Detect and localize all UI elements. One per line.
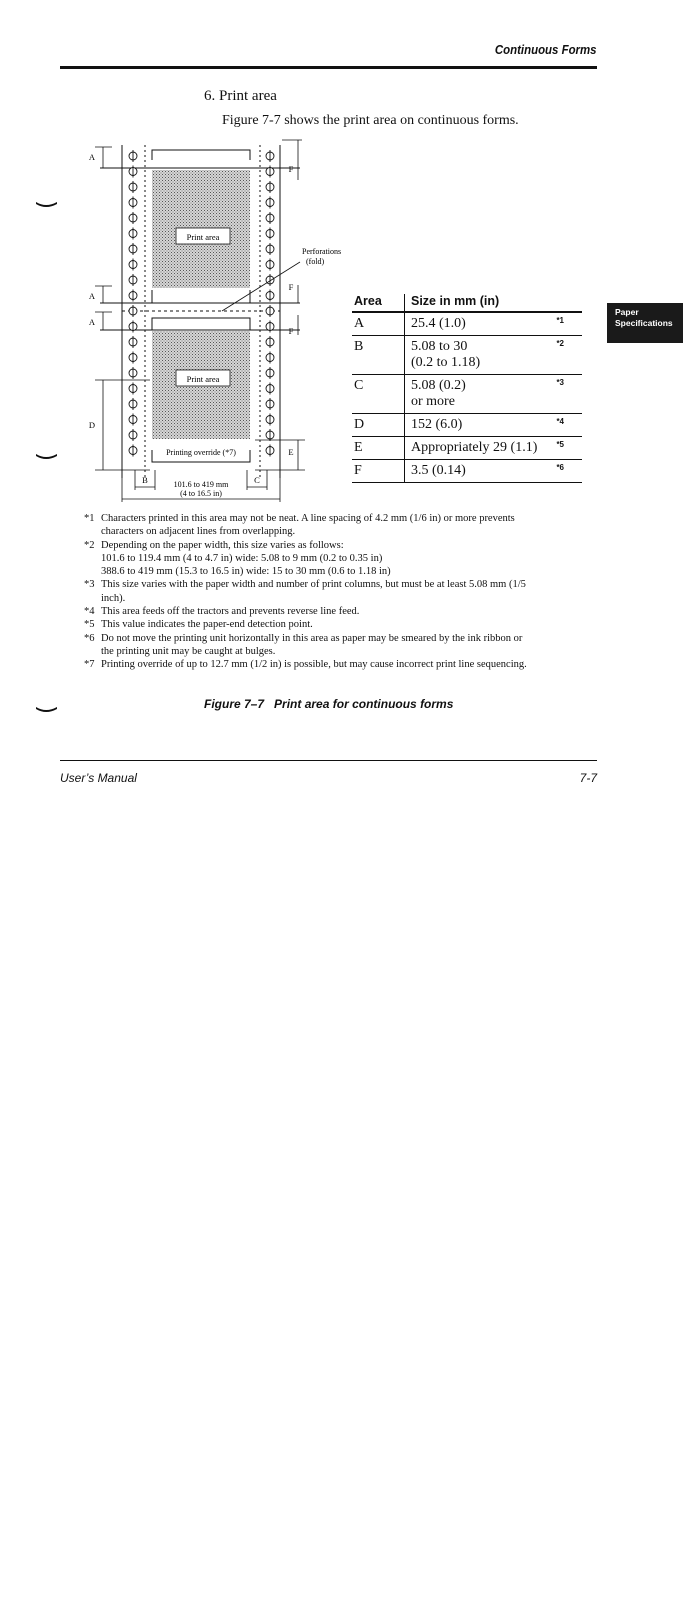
print-area-size-table: [352, 294, 582, 483]
footnote-ref: *5: [556, 440, 564, 449]
footnote-marker: *5: [84, 619, 95, 631]
paper-width-mm: 101.6 to 419 mm: [173, 480, 229, 489]
footnote-ref: *1: [556, 316, 564, 325]
area-cell: A: [352, 312, 405, 336]
table-row: [352, 437, 582, 460]
print-area-diagram: [80, 135, 350, 505]
table-row: [352, 375, 582, 414]
size-value: 3.5 (0.14): [411, 463, 466, 478]
size-value: 5.08 to 30: [411, 339, 468, 354]
paper-width-in: (4 to 16.5 in): [180, 489, 222, 498]
size-value-secondary: or more: [411, 394, 455, 409]
area-cell: B: [352, 336, 405, 375]
footnote-ref: *3: [556, 378, 564, 387]
footnote-line: Printing override of up to 12.7 mm (1/2 in) is possible, but may cause incorrect print line sequencing.: [101, 659, 527, 671]
footnote: [84, 539, 564, 579]
footnote-line: Depending on the paper width, this size varies as follows:: [101, 539, 344, 551]
footnote: [84, 578, 564, 605]
area-cell: C: [352, 375, 405, 414]
fold-label: (fold): [306, 257, 325, 266]
binding-mark-icon: [36, 705, 58, 713]
footnote-line: Characters printed in this area may not be neat. A line spacing of 4.2 mm (1/6 in) or more prevents: [101, 513, 515, 524]
area-cell: D: [352, 414, 405, 437]
running-header: Continuous Forms: [495, 42, 597, 57]
size-cell: [405, 460, 583, 483]
dim-label-f: F: [288, 326, 294, 336]
footnote-line: This area feeds off the tractors and prevents reverse line feed.: [101, 606, 360, 618]
footnote-line: 388.6 to 419 mm (15.3 to 16.5 in) wide: 15 to 30 mm (0.6 to 1.18 in): [101, 566, 391, 578]
footnote: [84, 632, 564, 659]
perforations-label: Perforations: [302, 247, 342, 256]
size-cell: [405, 437, 583, 460]
printing-override-label: Printing override (*7): [166, 448, 236, 457]
size-cell: [405, 336, 583, 375]
figure-title: Print area for continuous forms: [274, 697, 454, 711]
footnote-line: 101.6 to 119.4 mm (4 to 4.7 in) wide: 5.08 to 9 mm (0.2 to 0.35 in): [101, 552, 383, 564]
section-tab-line2: Specifications: [615, 318, 673, 328]
dim-label-a: A: [88, 317, 96, 327]
dim-label-f: F: [288, 164, 294, 174]
size-cell: [405, 414, 583, 437]
footnote-line: inch).: [101, 592, 126, 604]
section-tab[interactable]: [607, 303, 683, 343]
footer-manual-title: User’s Manual: [60, 771, 137, 785]
footnote-marker: *3: [84, 579, 95, 591]
dim-label-b: B: [142, 475, 148, 485]
footnote: [84, 658, 564, 671]
table-row: [352, 312, 582, 336]
binding-mark-icon: [36, 200, 58, 208]
dim-label-f: F: [288, 282, 294, 292]
footnote-line: This size varies with the paper width and number of print columns, but must be at least 5.08 mm (1/5: [101, 579, 526, 591]
footnote-ref: *6: [556, 463, 564, 472]
table-row: [352, 460, 582, 483]
dim-label-d: D: [88, 420, 96, 430]
dim-label-c: C: [254, 475, 260, 485]
size-cell: [405, 375, 583, 414]
footnote-marker: *4: [84, 606, 95, 618]
dim-label-e: E: [288, 447, 294, 457]
print-area-label-upper: Print area: [186, 232, 220, 242]
size-value-secondary: (0.2 to 1.18): [411, 355, 481, 370]
figure-number: Figure 7–7: [204, 697, 265, 711]
size-value: Appropriately 29 (1.1): [411, 440, 538, 455]
column-header-area: Area: [352, 294, 405, 312]
footnote: [84, 605, 564, 618]
footnote-ref: *2: [556, 339, 564, 348]
table-header-row: [352, 294, 582, 312]
footnote-marker: *6: [84, 632, 95, 644]
footer-rule: [60, 760, 597, 761]
footnote: [84, 512, 564, 539]
size-value: 5.08 (0.2): [411, 378, 466, 393]
section-tab-line1: Paper: [615, 307, 639, 317]
figure-caption: [204, 697, 453, 711]
size-value: 25.4 (1.0): [411, 316, 466, 331]
page-number: 7-7: [579, 771, 597, 785]
footnotes: [84, 512, 564, 672]
footnote-line: the printing unit may be caught at bulges.: [101, 645, 276, 657]
dim-label-a: A: [88, 291, 96, 301]
binding-mark-icon: [36, 452, 58, 460]
header-rule: [60, 66, 597, 69]
print-area-label-lower: Print area: [186, 374, 220, 384]
area-cell: F: [352, 460, 405, 483]
size-cell: [405, 312, 583, 336]
footnote: [84, 618, 564, 631]
section-heading: 6. Print area: [204, 88, 277, 104]
intro-text: Figure 7-7 shows the print area on continuous forms.: [222, 113, 519, 128]
table-row: [352, 414, 582, 437]
footnote-ref: *4: [556, 417, 564, 426]
footnote-marker: *7: [84, 659, 95, 671]
column-header-size: Size in mm (in): [405, 294, 583, 312]
area-cell: E: [352, 437, 405, 460]
footnote-line: Do not move the printing unit horizontally in this area as paper may be smeared by the ink ribbon or: [101, 632, 523, 644]
size-value: 152 (6.0): [411, 417, 463, 432]
dim-label-a: A: [88, 152, 96, 162]
footnote-marker: *2: [84, 539, 95, 551]
table-row: [352, 336, 582, 375]
footnote-marker: *1: [84, 513, 95, 524]
footnote-line: This value indicates the paper-end detection point.: [101, 619, 313, 631]
footnote-line: characters on adjacent lines from overlapping.: [101, 526, 296, 538]
